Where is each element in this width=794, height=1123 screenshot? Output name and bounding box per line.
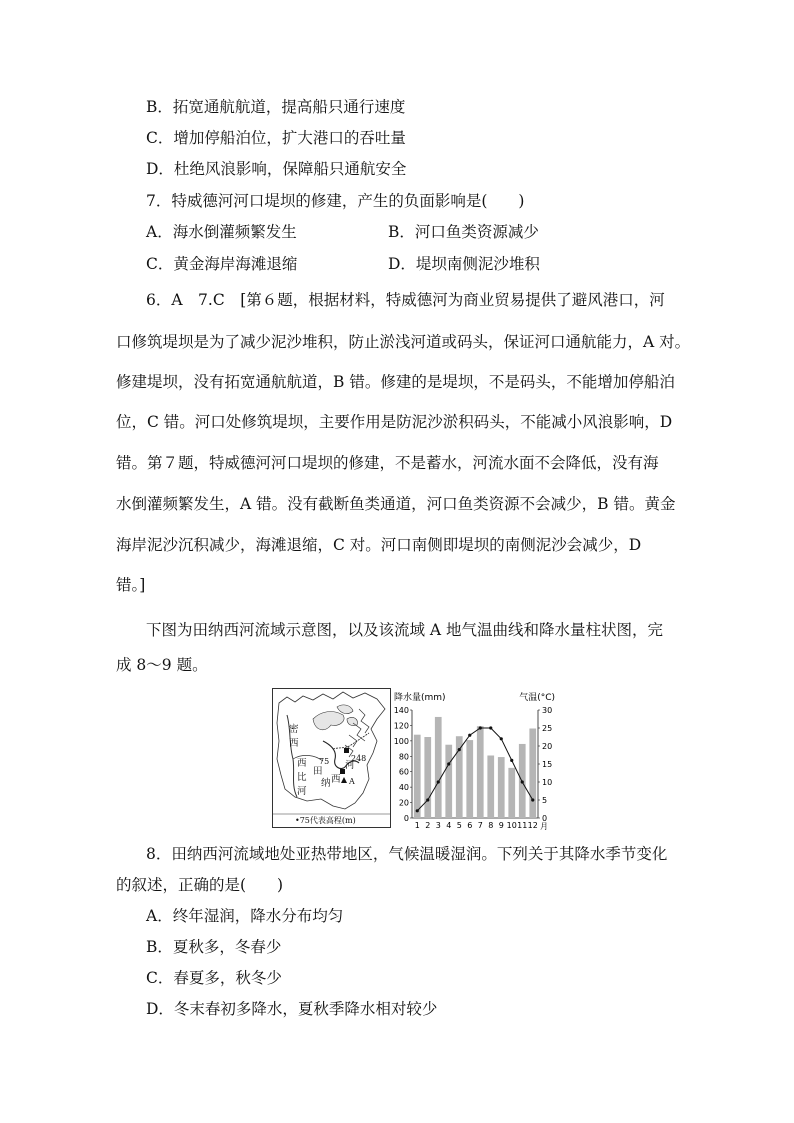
q8-stem-line-2: 的叙述，正确的是( ) [116, 876, 284, 894]
left-axis-title: 降水量(mm) [394, 693, 446, 703]
right-tick-label: 15 [542, 760, 553, 769]
map-label-he1: 河 [297, 786, 307, 797]
precipitation-bar [424, 737, 431, 818]
temperature-point [468, 734, 471, 737]
map-label-na: 纳 [321, 778, 331, 789]
left-tick-label: 0 [403, 814, 409, 823]
temperature-point [521, 780, 524, 783]
answer-line-2: 口修筑堤坝是为了减少泥沙堆积，防止淤浅河道或码头，保证河口通航能力，A 对。 [116, 333, 691, 351]
map-label-elevation-248: 248 [351, 754, 367, 763]
temperature-point [510, 759, 513, 762]
answer-line-7: 海岸泥沙沉积减少，海滩退缩，C 对。河口南侧即堤坝的南侧泥沙会减少，D [116, 536, 642, 554]
answer-line-3: 修建堤坝，没有拓宽通航航道，B 错。修建的是堤坝，不是码头，不能增加停船泊 [116, 373, 675, 391]
map-label-xi3: 西 [331, 774, 341, 785]
q8-option-a: A．终年湿润，降水分布均匀 [146, 907, 344, 925]
answer-line-6: 水倒灌频繁发生，A 错。没有截断鱼类通道，河口鱼类资源不会减少，B 错。黄金 [116, 495, 676, 513]
right-tick-label: 5 [542, 796, 548, 805]
month-tick-label: 4 [446, 821, 452, 830]
precipitation-bar [414, 735, 421, 818]
map-label-point-a: A [349, 777, 355, 786]
map-legend: •75代表高程(m) [295, 816, 356, 825]
precipitation-bar [435, 717, 442, 818]
left-tick-label: 60 [398, 767, 409, 777]
climate-chart [392, 690, 558, 832]
precipitation-bar [487, 756, 494, 818]
intro-line-1: 下图为田纳西河流域示意图，以及该流域 A 地气温曲线和降水量柱状图，完 [146, 621, 664, 639]
temperature-point [447, 762, 450, 765]
q7-option-c: C．黄金海岸海滩退缩 [146, 255, 298, 273]
month-tick-label: 1 [414, 821, 420, 830]
right-tick-label: 10 [542, 778, 553, 787]
month-tick-label: 8 [488, 821, 494, 830]
answer-line-5: 错。第７题，特威德河河口堤坝的修建，不是蓄水，河流水面不会降低，没有海 [116, 454, 659, 472]
map-drawing [273, 689, 390, 827]
month-tick-label: 5 [456, 821, 462, 830]
precipitation-bar [529, 729, 536, 818]
map-label-elevation-75: 75 [319, 757, 330, 766]
left-tick-label: 100 [393, 736, 409, 746]
q7-option-d: D．堤坝南侧泥沙堆积 [388, 255, 540, 273]
intro-line-2: 成 8～9 题。 [116, 656, 208, 674]
right-tick-label: 20 [542, 742, 553, 751]
temperature-point [416, 809, 419, 812]
temperature-point [458, 748, 461, 751]
temperature-point [426, 798, 429, 801]
month-tick-label: 9 [498, 821, 504, 830]
temperature-line [417, 728, 533, 811]
month-tick-label: 6 [467, 821, 473, 830]
left-tick-label: 120 [393, 721, 409, 731]
temperature-point [500, 737, 503, 740]
right-tick-label: 30 [542, 706, 553, 715]
month-tick-label: 10 [506, 821, 517, 830]
map-label-he2: 河 [345, 760, 355, 771]
month-tick-label: 2 [425, 821, 431, 830]
right-axis-title: 气温(°C) [519, 693, 555, 703]
x-axis-unit: 月 [540, 822, 548, 831]
month-tick-label: 7 [477, 821, 483, 830]
precipitation-bar [498, 757, 505, 818]
map-label-mi: 密 [289, 724, 299, 735]
q6-option-d: D．杜绝风浪影响，保障船只通航安全 [146, 160, 407, 178]
right-tick-label: 25 [542, 724, 553, 733]
q8-option-d: D．冬末春初多降水，夏秋季降水相对较少 [146, 1000, 438, 1018]
month-tick-label: 12 [527, 821, 538, 830]
answer-line-1: 6．A 7.C [第６题，根据材料，特威德河为商业贸易提供了避风港口，河 [146, 291, 665, 309]
precipitation-bar [466, 740, 473, 818]
map-label-tian: 田 [313, 766, 323, 777]
right-tick-label: 0 [542, 814, 548, 823]
precipitation-bar [445, 745, 452, 818]
temperature-point [479, 726, 482, 729]
left-tick-label: 40 [398, 783, 409, 793]
q8-option-b: B．夏秋多，冬春少 [146, 938, 282, 956]
temperature-point [489, 726, 492, 729]
tennessee-basin-map [272, 688, 391, 828]
temperature-point [437, 780, 440, 783]
map-label-bi: 比 [297, 772, 307, 783]
map-label-xi2: 西 [297, 758, 307, 769]
q6-option-c: C．增加停船泊位，扩大港口的吞吐量 [146, 129, 406, 147]
left-tick-label: 140 [393, 706, 409, 715]
q7-option-b: B．河口鱼类资源减少 [388, 223, 539, 241]
q8-option-c: C．春夏多，秋冬少 [146, 969, 282, 987]
temperature-point [531, 798, 534, 801]
month-tick-label: 3 [435, 821, 441, 830]
q7-option-a: A．海水倒灌频繁发生 [146, 223, 297, 241]
map-label-xi1: 西 [289, 738, 299, 749]
precipitation-bar [477, 726, 484, 818]
left-tick-label: 80 [398, 752, 409, 762]
q8-stem-line-1: 8．田纳西河流域地处亚热带地区，气候温暖湿润。下列关于其降水季节变化 [146, 845, 668, 863]
precipitation-bar [508, 768, 515, 818]
answer-line-4: 位，C 错。河口处修筑堤坝，主要作用是防泥沙淤积码头，不能减小风浪影响，D [116, 413, 673, 431]
q6-option-b: B．拓宽通航航道，提高船只通行速度 [146, 98, 406, 116]
answer-line-8: 错。] [116, 576, 146, 594]
month-tick-label: 11 [517, 821, 528, 830]
left-tick-label: 20 [398, 798, 409, 808]
q7-stem: 7．特威德河河口堤坝的修建，产生的负面影响是( ) [146, 192, 525, 210]
